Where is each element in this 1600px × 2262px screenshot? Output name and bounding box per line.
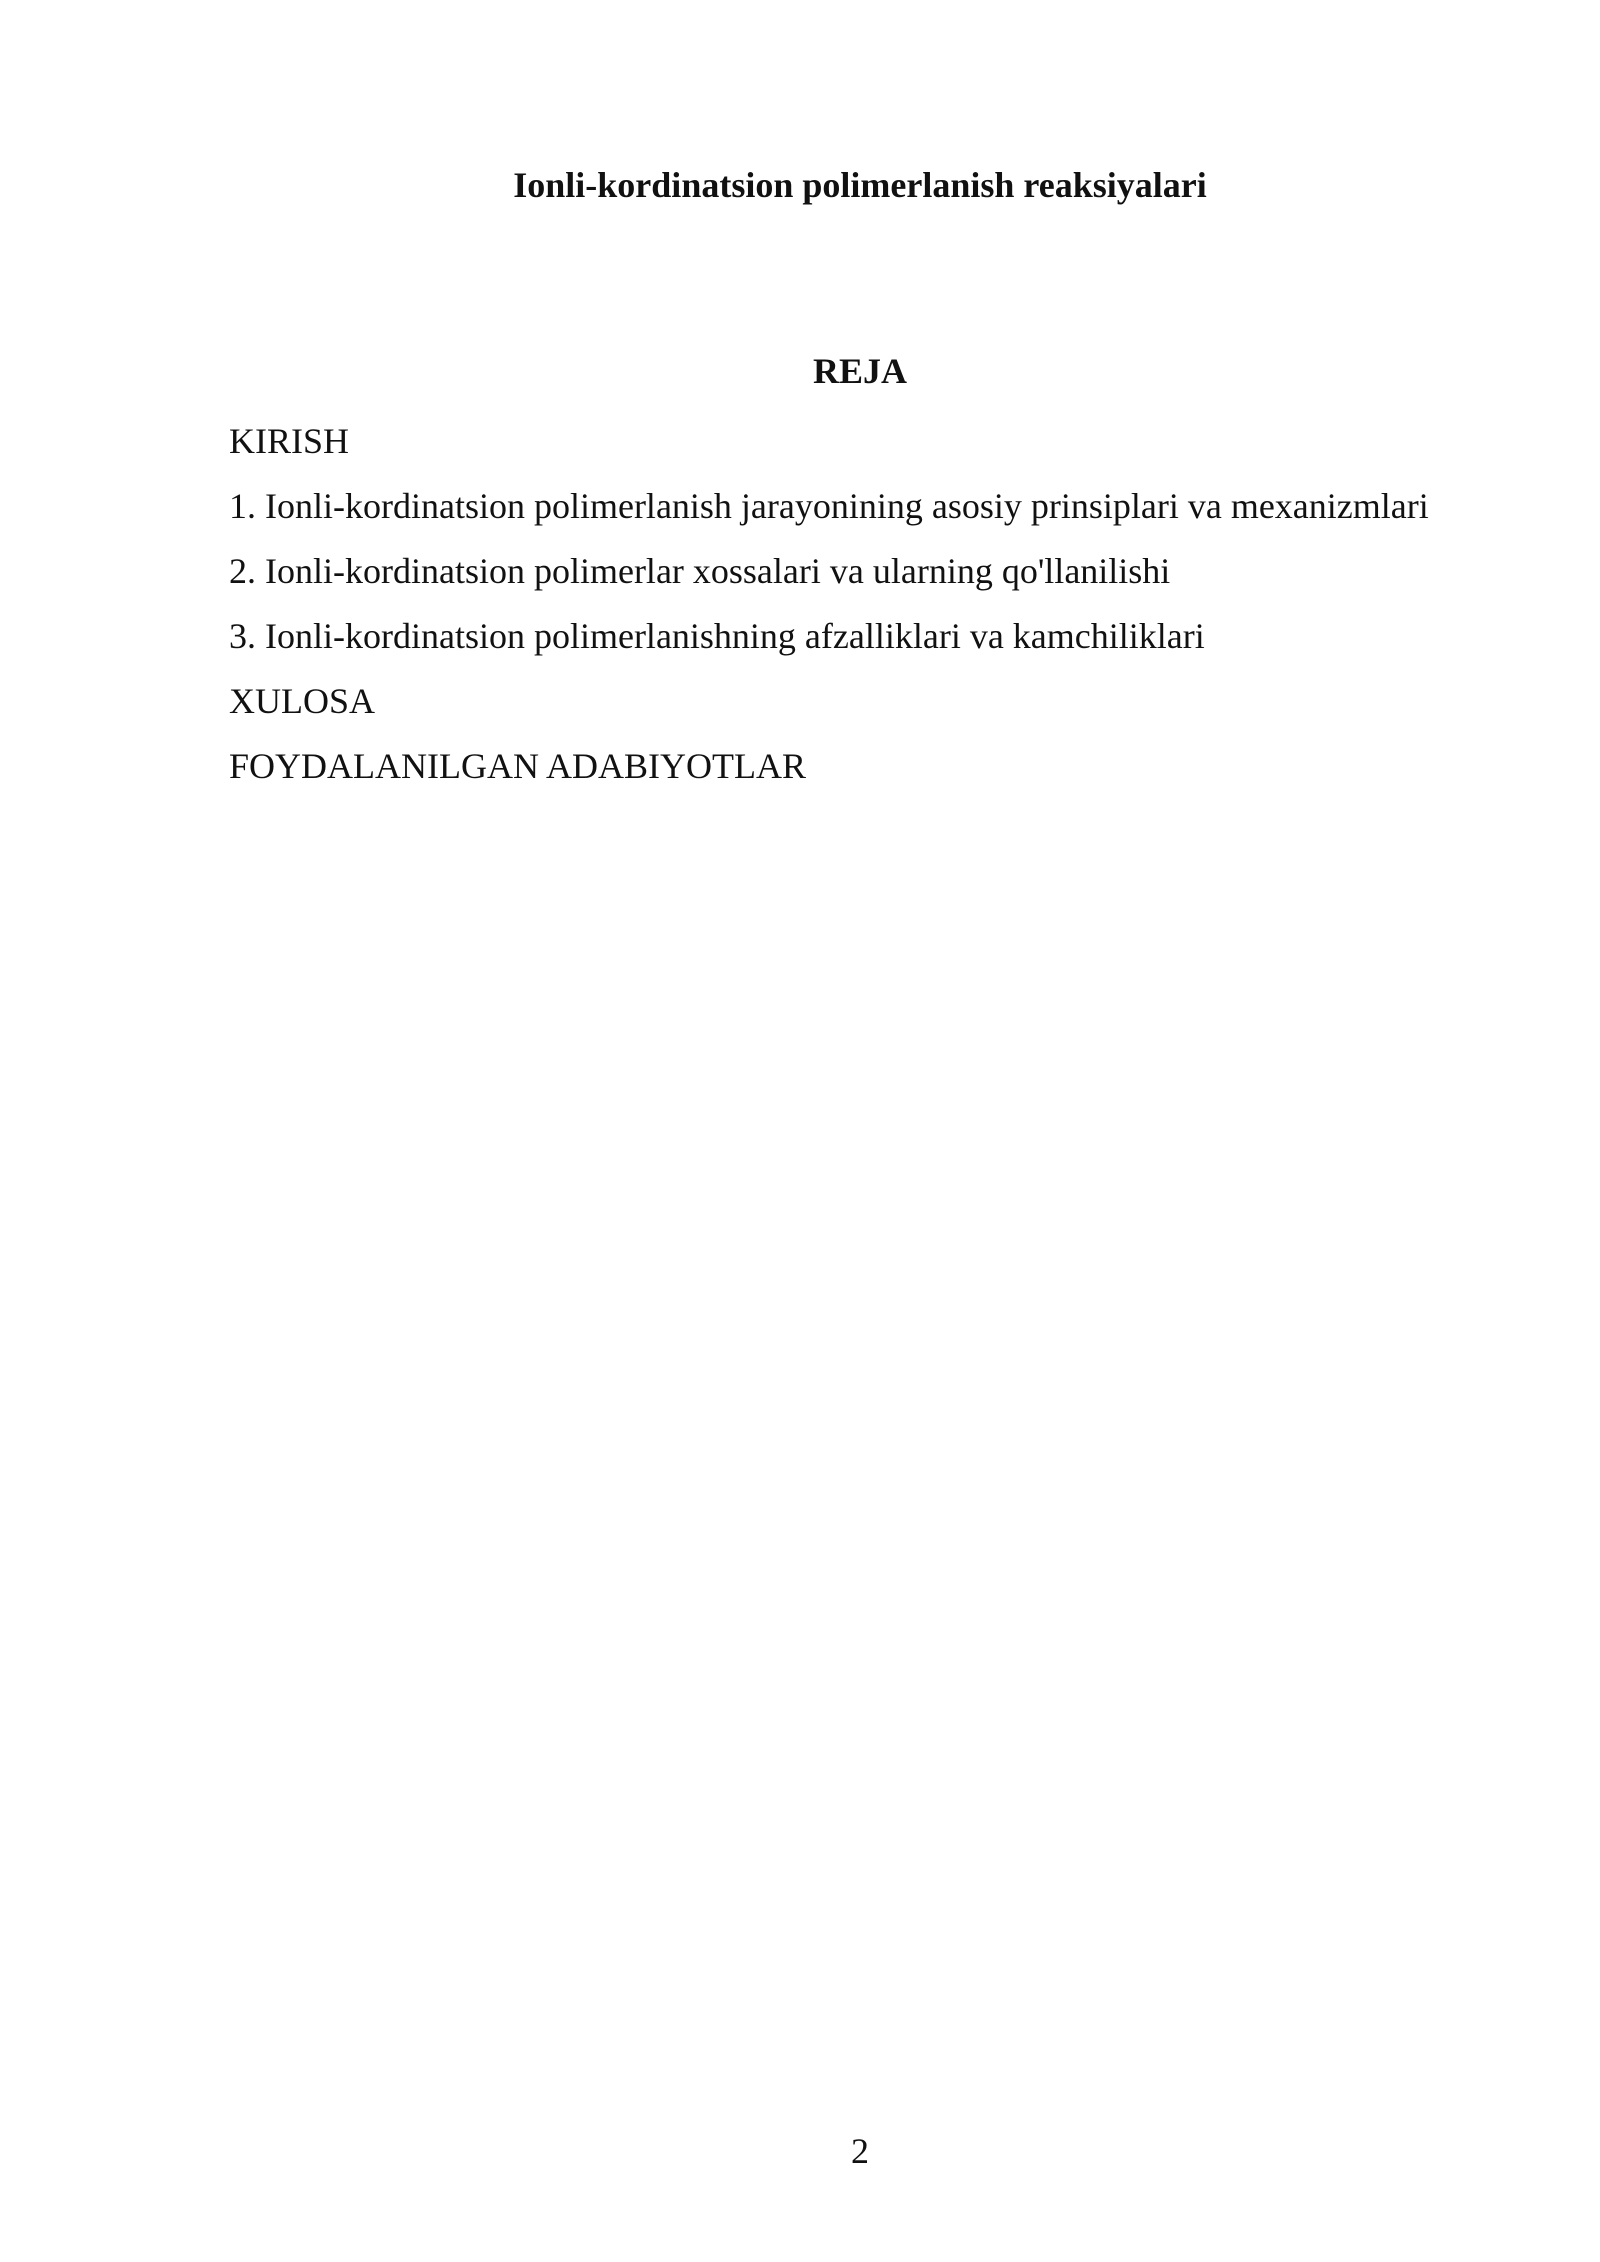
outline-item-introduction: KIRISH bbox=[229, 421, 350, 461]
document-title: Ionli-kordinatsion polimerlanish reaksiyalari bbox=[513, 165, 1207, 205]
plan-outline bbox=[229, 418, 1569, 808]
outline-item-conclusion: XULOSA bbox=[229, 681, 376, 721]
page-number: 2 bbox=[851, 2131, 869, 2171]
outline-item-section-1: 1. Ionli-kordinatsion polimerlanish jarayonining asosiy prinsiplari va mexanizmlari bbox=[229, 486, 1429, 526]
outline-item-section-2: 2. Ionli-kordinatsion polimerlar xossalari va ularning qo'llanilishi bbox=[229, 551, 1171, 591]
outline-item-references: FOYDALANILGAN ADABIYOTLAR bbox=[229, 746, 806, 786]
outline-item-section-3: 3. Ionli-kordinatsion polimerlanishning afzalliklari va kamchiliklari bbox=[229, 616, 1205, 656]
plan-heading: REJA bbox=[812, 351, 907, 391]
